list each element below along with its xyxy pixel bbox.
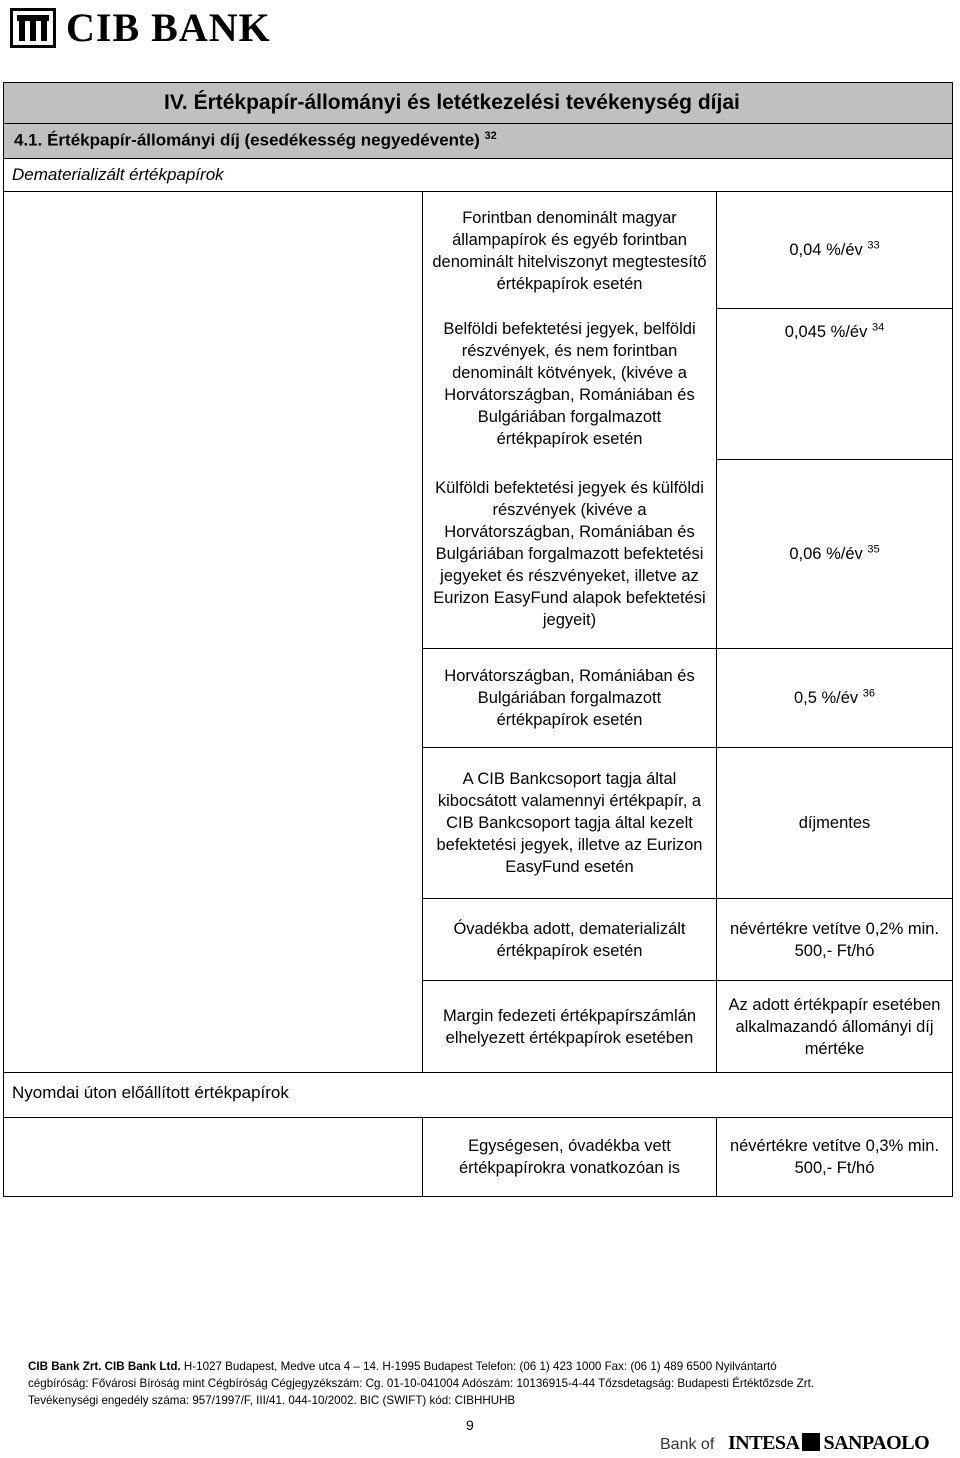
footer-legal-text: CIB Bank Zrt. CIB Bank Ltd. H-1027 Budapest, Medve utca 4 – 14. H-1995 Budapest Telefon: (06 1) 423 1000 Fax: (06 1) 489 6500 Nyilvántartó cégbíróság: Fővárosi Bíróság mint Cégbíróság Cégjegyzékszám: Cg. 01-10-041004 Adószám: 10136915-4-44 Tőzsdetagság: Budapesti Értéktőzsde Zrt. Tevékenységi engedély száma: 957/1997/F, III/41. 044-10/2002. BIC (SWIFT) kód: CIBHHUHB xyxy=(28,1360,815,1407)
bank-of-label: Bank of xyxy=(660,1436,715,1453)
bank-building-icon xyxy=(10,8,56,48)
page-number: 9 xyxy=(466,1417,474,1433)
blank-cell xyxy=(3,191,423,1073)
fee-description: Óvadékba adott, dematerializált értékpapírok esetén xyxy=(422,898,717,981)
brand-name: CIB BANK xyxy=(66,5,271,50)
group-label-row xyxy=(3,158,953,192)
subsection-title: 4.1. Értékpapír-állományi díj (esedékesség negyedévente) $^{32}$ xyxy=(14,130,497,150)
group-label-row xyxy=(3,1072,953,1118)
fee-description: A CIB Bankcsoport tagja által kibocsátott valamennyi értékpapír, a CIB Bankcsoport tagja által kezelt befektetési jegyek, illetve az Eurizon EasyFund esetén xyxy=(422,747,717,899)
section-title: IV. Értékpapír-állományi és letétkezelési tevékenység díjai xyxy=(164,91,740,114)
fee-description: Külföldi befektetési jegyek és külföldi részvények (kivéve a Horvátországban, Romániában és Bulgáriában forgalmazott befektetési jegyeket és részvényeket, illetve az Eurizon EasyFund alapok befektetési jegyeit) xyxy=(422,459,717,649)
fee-value: 0,06 %/év $^{35}$ xyxy=(716,459,953,649)
fee-description: Egységesen, óvadékba vett értékpapírokra vonatkozóan is xyxy=(422,1117,717,1197)
fee-value: névértékre vetítve 0,3% min. 500,- Ft/hó xyxy=(716,1117,953,1197)
square-icon xyxy=(802,1433,820,1451)
fee-value: Az adott értékpapír esetében alkalmazandó állományi díj mértéke xyxy=(716,980,953,1073)
subsection-title-bar xyxy=(3,123,953,159)
group-label: Dematerializált értékpapírok xyxy=(12,165,224,184)
fee-description: Belföldi befektetési jegyek, belföldi részvények, és nem forintban denominált kötvények, (kivéve a Horvátországban, Romániában és Bulgáriában forgalmazott értékpapírok esetén xyxy=(422,309,717,459)
fee-description: Margin fedezeti értékpapírszámlán elhelyezett értékpapírok esetében xyxy=(422,980,717,1073)
cib-bank-logo xyxy=(10,4,271,51)
fee-value: 0,5 %/év $^{36}$ xyxy=(716,648,953,748)
fee-value: névértékre vetítve 0,2% min. 500,- Ft/hó xyxy=(716,898,953,981)
fee-description: Forintban denominált magyar állampapírok és egyéb forintban denominált hitelviszonyt megtestesítő értékpapírok esetén xyxy=(422,191,717,309)
intesa-sanpaolo-logo: INTESA SANPAOLO xyxy=(728,1432,930,1454)
fee-description: Horvátországban, Romániában és Bulgáriában forgalmazott értékpapírok esetén xyxy=(422,648,717,748)
fee-value: 0,045 %/év $^{34}$ xyxy=(716,308,953,460)
fee-value: 0,04 %/év $^{33}$ xyxy=(716,191,953,309)
blank-cell xyxy=(3,1117,423,1197)
fee-value: díjmentes xyxy=(716,747,953,899)
group-label: Nyomdai úton előállított értékpapírok xyxy=(12,1083,289,1102)
section-title-bar xyxy=(3,82,953,124)
